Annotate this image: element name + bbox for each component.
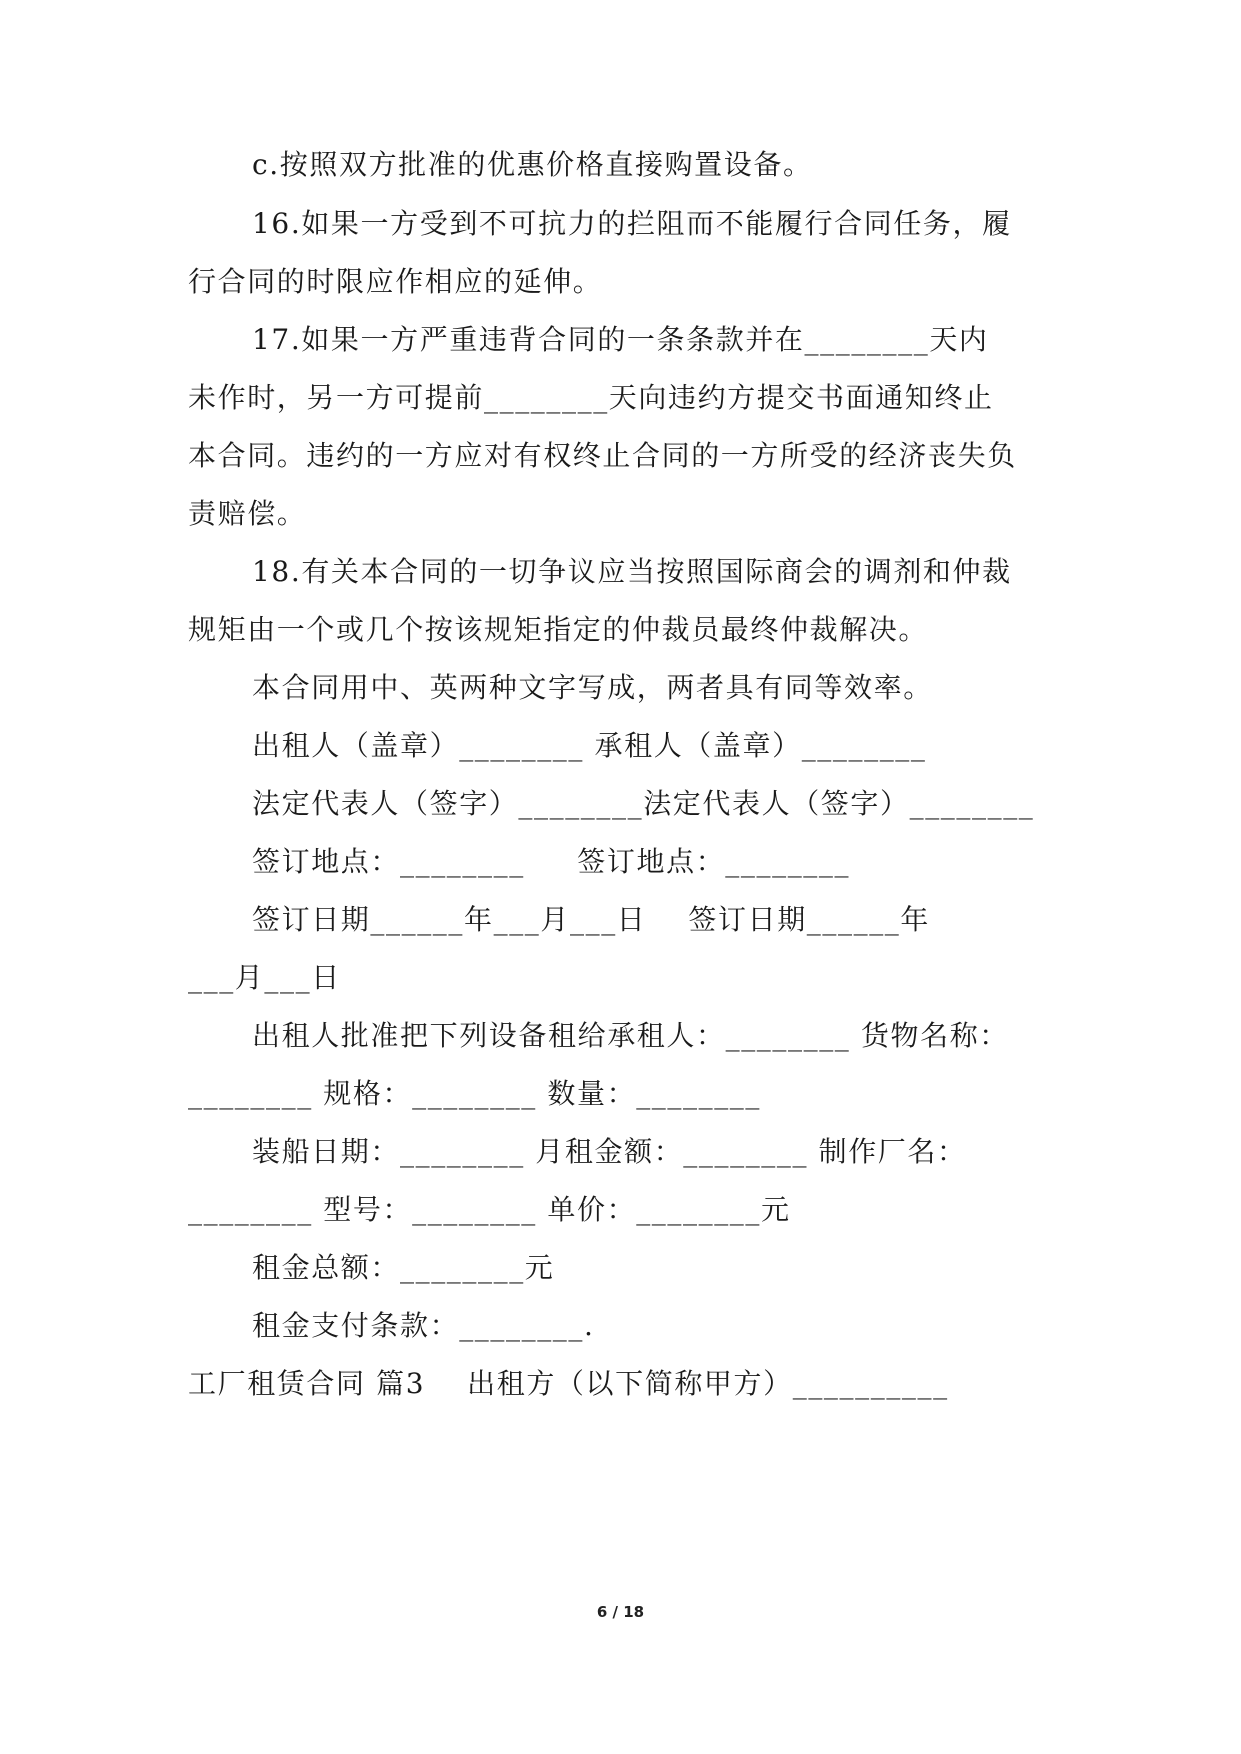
signing-date-line-2: ___月___日 xyxy=(188,961,341,994)
signing-place-line: 签订地点：________ 签订地点：________ xyxy=(252,845,851,878)
equipment-line-2: ________ 规格：________ 数量：________ xyxy=(188,1077,762,1110)
page-number: 6 / 18 xyxy=(596,1603,645,1621)
clause-18-line-1: 18.有关本合同的一切争议应当按照国际商会的调剂和仲裁 xyxy=(252,555,1012,588)
signing-date-line-1: 签订日期______年___月___日 签订日期______年 xyxy=(252,903,931,936)
signature-seal-line: 出租人（盖章）________ 承租人（盖章）________ xyxy=(252,729,927,762)
shipping-line-1: 装船日期：________ 月租金额：________ 制作厂名： xyxy=(252,1135,967,1168)
clause-16-line-2: 行合同的时限应作相应的延伸。 xyxy=(188,265,603,298)
rent-total-line: 租金总额：________元 xyxy=(252,1251,555,1284)
clause-17-line-1: 17.如果一方严重违背合同的一条条款并在________天内 xyxy=(252,323,989,356)
equipment-line-1: 出租人批准把下列设备租给承租人：________ 货物名称： xyxy=(252,1019,1009,1052)
shipping-line-2: ________ 型号：________ 单价：________元 xyxy=(188,1193,791,1226)
clause-c: c.按照双方批准的优惠价格直接购置设备。 xyxy=(252,148,813,181)
section-3-heading: 工厂租赁合同 篇3 出租方（以下简称甲方）__________ xyxy=(188,1367,949,1400)
clause-17-line-3: 本合同。违约的一方应对有权终止合同的一方所受的经济丧失负 xyxy=(188,439,1017,472)
signature-representative-line: 法定代表人（签字）________法定代表人（签字）________ xyxy=(252,787,1035,820)
language-clause: 本合同用中、英两种文字写成，两者具有同等效率。 xyxy=(252,671,933,704)
clause-17-line-2: 未作时，另一方可提前________天向违约方提交书面通知终止 xyxy=(188,381,994,414)
clause-18-line-2: 规矩由一个或几个按该规矩指定的仲裁员最终仲裁解决。 xyxy=(188,613,929,646)
rent-payment-line: 租金支付条款：________. xyxy=(252,1309,595,1342)
clause-16-line-1: 16.如果一方受到不可抗力的拦阻而不能履行合同任务，履 xyxy=(252,207,1012,240)
clause-17-line-4: 责赔偿。 xyxy=(188,497,307,530)
